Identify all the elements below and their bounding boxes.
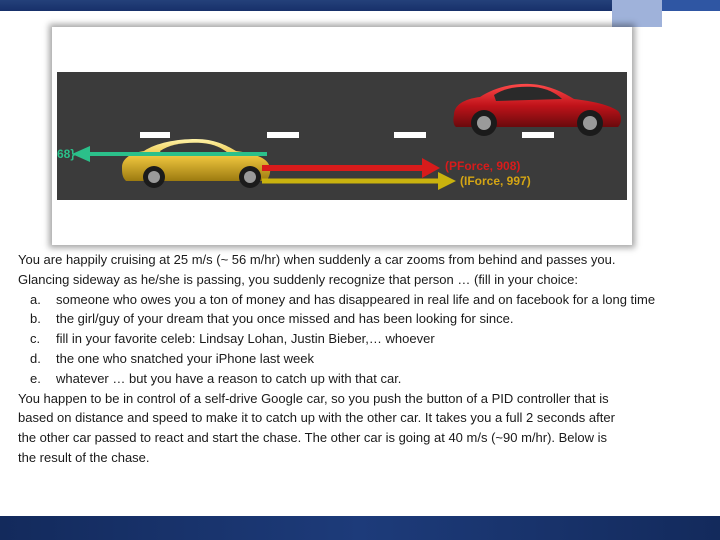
- list-item-text: the one who snatched your iPhone last week: [56, 350, 315, 366]
- list-marker: b.: [30, 311, 41, 327]
- road-scene: [52, 27, 632, 245]
- list-item: [18, 329, 708, 349]
- lane-dash: [394, 132, 426, 138]
- closing-line-1: You happen to be in control of a self-drive Google car, so you push the button of a PID controller that is: [18, 390, 609, 406]
- bottom-banner-bar: [0, 516, 720, 540]
- list-marker: a.: [30, 291, 41, 307]
- closing-line-3: the other car passed to react and start the chase. The other car is going at 40 m/s (~90 m/hr). Below is: [18, 430, 608, 446]
- list-item: [18, 309, 708, 329]
- left-force-label: 68}: [57, 147, 76, 161]
- list-item: [18, 369, 708, 389]
- lane-dash: [140, 132, 170, 138]
- list-item-text: someone who owes you a ton of money and has disappeared in real life and on facebook for a long time: [56, 291, 656, 307]
- list-item-text: fill in your favorite celeb: Lindsay Lohan, Justin Bieber,… whoever: [56, 331, 435, 347]
- intro-line-2: Glancing sideway as he/she is passing, you suddenly recognize that person … (fill in your choice:: [18, 271, 579, 287]
- pforce-label: (PForce, 908): [445, 159, 521, 173]
- top-accent-strip: [662, 0, 720, 11]
- lane-dash: [522, 132, 554, 138]
- list-marker: d.: [30, 350, 41, 366]
- closing-line-2: based on distance and speed to make it to catch up with the other car. It takes you a full 2 seconds after: [18, 410, 615, 426]
- chase-illustration: [52, 27, 632, 245]
- intro-line-1: You are happily cruising at 25 m/s (~ 56 m/hr) when suddenly a car zooms from behind and passes you.: [18, 252, 616, 267]
- choice-list: [18, 290, 708, 389]
- top-accent-block: [612, 0, 662, 27]
- list-item-text: the girl/guy of your dream that you once missed and has been looking for since.: [56, 311, 514, 327]
- list-item: [18, 349, 708, 369]
- lane-dash: [267, 132, 299, 138]
- list-item: [18, 290, 708, 310]
- iforce-label: (IForce, 997): [460, 174, 531, 188]
- list-marker: e.: [30, 370, 41, 386]
- closing-line-4: the result of the chase.: [18, 449, 150, 465]
- list-item-text: whatever … but you have a reason to catch up with that car.: [56, 370, 402, 386]
- problem-statement: [18, 250, 708, 468]
- list-marker: c.: [30, 331, 41, 347]
